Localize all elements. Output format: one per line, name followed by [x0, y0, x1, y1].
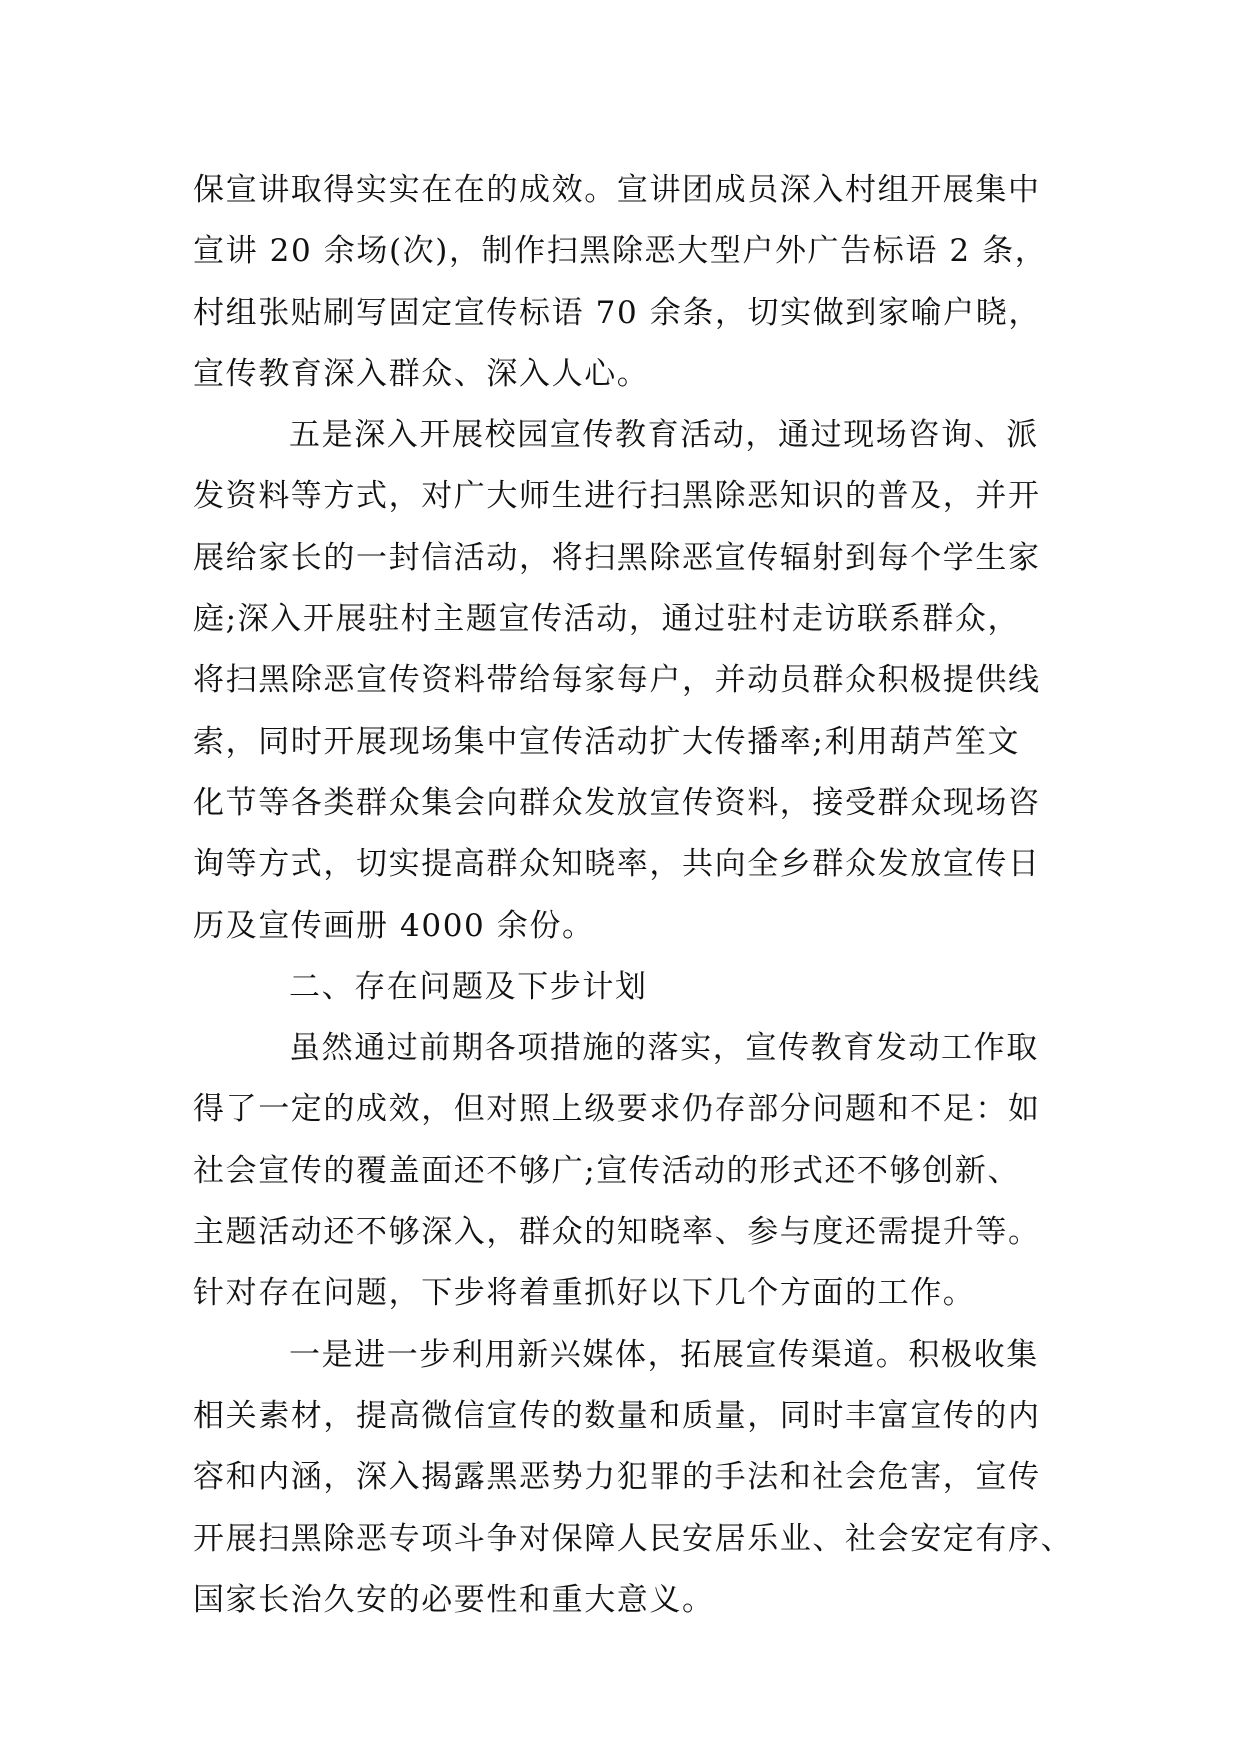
- text-line: 国家长治久安的必要性和重大意义。: [193, 1581, 715, 1618]
- text-line: 庭;深入开展驻村主题宣传活动，通过驻村走访联系群众，: [193, 601, 1021, 638]
- text-line: 相关素材，提高微信宣传的数量和质量，同时丰富宣传的内: [193, 1397, 1041, 1434]
- text-line: 社会宣传的覆盖面还不够广;宣传活动的形式还不够创新、: [193, 1152, 1021, 1189]
- text-line: 历及宣传画册 4000 余份。: [193, 907, 595, 944]
- paragraph-first-line: 五是深入开展校园宣传教育活动，通过现场咨询、派: [289, 417, 1039, 454]
- text-line: 开展扫黑除恶专项斗争对保障人民安居乐业、社会安定有序、: [193, 1520, 1074, 1557]
- text-line: 索，同时开展现场集中宣传活动扩大传播率;利用葫芦笙文: [193, 723, 1021, 760]
- text-line: 发资料等方式，对广大师生进行扫黑除恶知识的普及，并开: [193, 478, 1041, 515]
- text-line: 主题活动还不够深入，群众的知晓率、参与度还需提升等。: [193, 1214, 1041, 1251]
- text-line: 保宣讲取得实实在在的成效。宣讲团成员深入村组开展集中: [193, 172, 1041, 208]
- section-heading: 二、存在问题及下步计划: [289, 968, 648, 1005]
- paragraph-first-line: 一是进一步利用新兴媒体，拓展宣传渠道。积极收集: [289, 1336, 1039, 1373]
- text-line: 将扫黑除恶宣传资料带给每家每户，并动员群众积极提供线: [193, 662, 1041, 699]
- text-line: 展给家长的一封信活动，将扫黑除恶宣传辐射到每个学生家: [193, 539, 1041, 576]
- paragraph-first-line: 虽然通过前期各项措施的落实，宣传教育发动工作取: [289, 1030, 1039, 1067]
- text-line: 化节等各类群众集会向群众发放宣传资料，接受群众现场咨: [193, 784, 1041, 821]
- text-line: 询等方式，切实提高群众知晓率，共向全乡群众发放宣传日: [193, 846, 1041, 883]
- document-body: [193, 160, 1073, 1631]
- text-line: 容和内涵，深入揭露黑恶势力犯罪的手法和社会危害，宣传: [193, 1459, 1041, 1496]
- text-line: 村组张贴刷写固定宣传标语 70 余条，切实做到家喻户晓，: [193, 294, 1041, 331]
- text-line: 得了一定的成效，但对照上级要求仍存部分问题和不足：如: [193, 1091, 1041, 1128]
- text-line: 针对存在问题，下步将着重抓好以下几个方面的工作。: [193, 1275, 976, 1312]
- text-line: 宣传教育深入群众、深入人心。: [193, 355, 650, 392]
- text-line: 宣讲 20 余场(次)，制作扫黑除恶大型户外广告标语 2 条，: [193, 233, 1048, 270]
